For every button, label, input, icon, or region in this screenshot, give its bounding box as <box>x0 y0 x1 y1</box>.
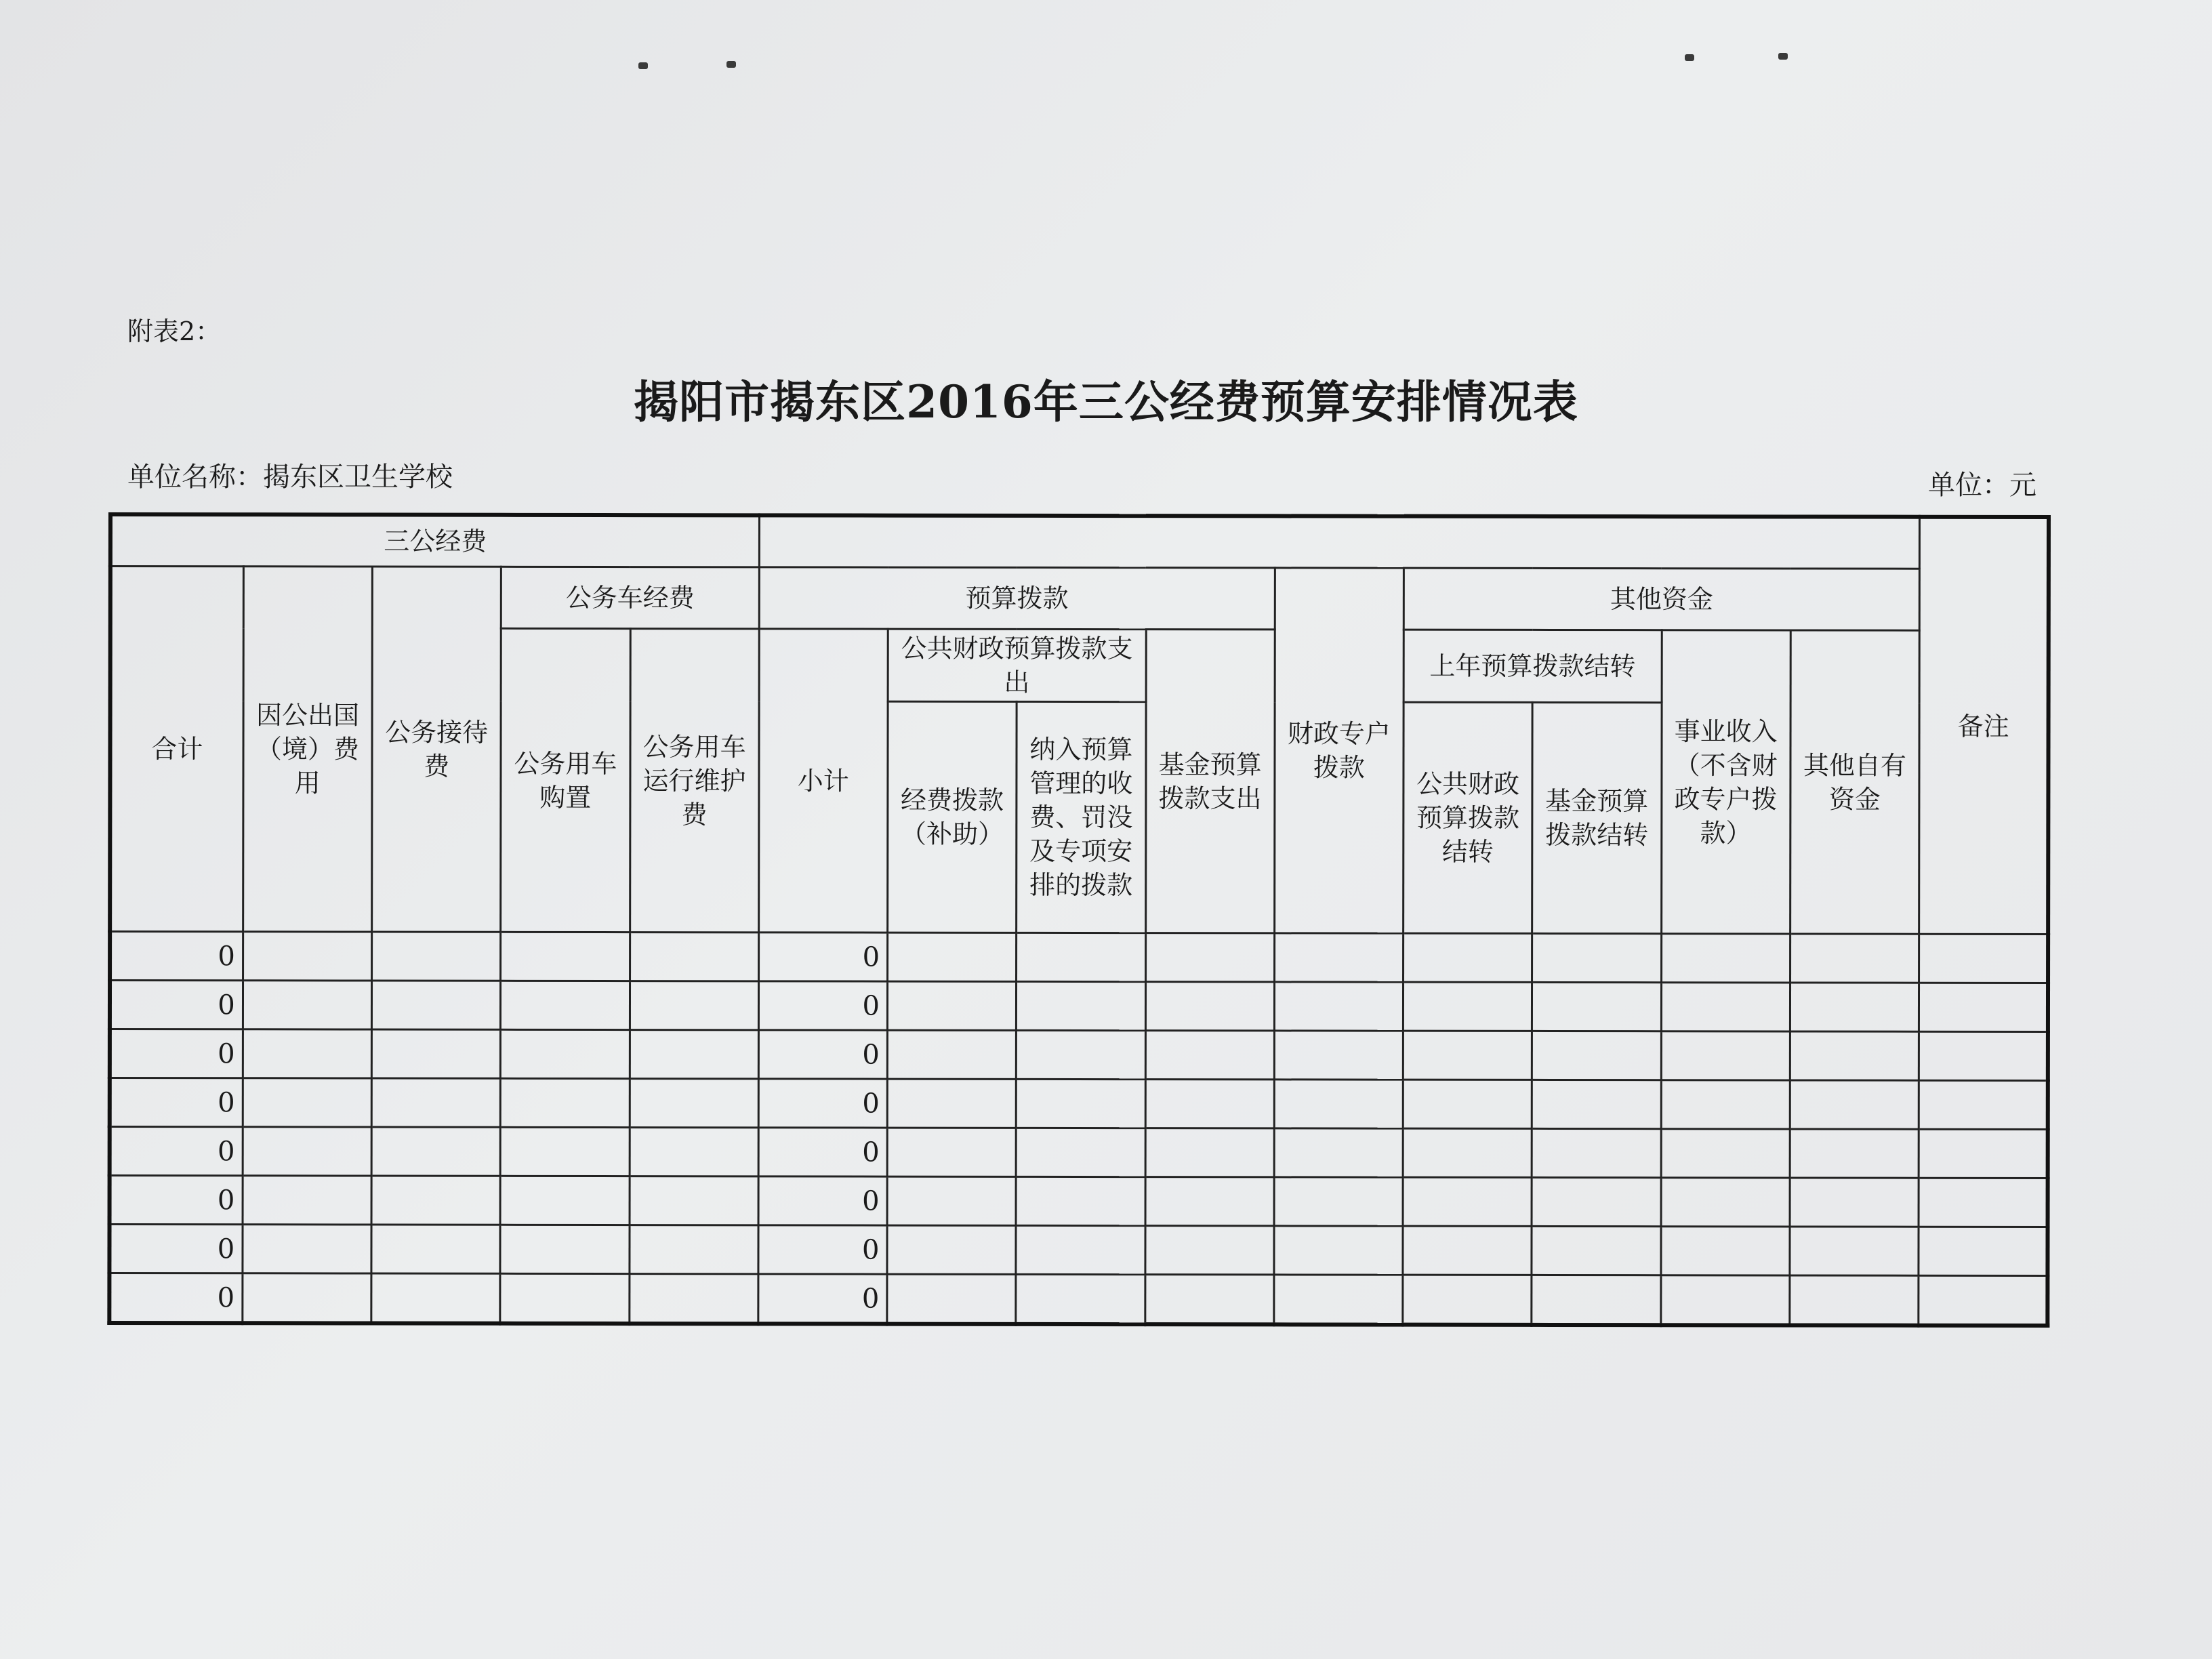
cell-empty <box>630 1176 758 1225</box>
header-abroad: 因公出国（境）费用 <box>243 567 372 932</box>
cell-empty <box>1274 1275 1403 1325</box>
header-fund-budget: 基金预算拨款支出 <box>1145 630 1275 933</box>
cell-empty <box>1145 1275 1273 1325</box>
header-subsidy: 经费拨款（补助） <box>888 701 1017 933</box>
cell-empty <box>372 932 501 981</box>
currency-unit: 单位：元 <box>1928 470 2036 501</box>
header-vehicle-group: 公务车经费 <box>501 567 760 629</box>
cell-subtotal: 0 <box>758 1176 887 1225</box>
cell-empty <box>1017 981 1145 1030</box>
header-included-fees: 纳入预算管理的收费、罚没及专项安排的拨款 <box>1017 701 1146 933</box>
cell-empty <box>371 1029 500 1078</box>
cell-subtotal: 0 <box>758 933 887 981</box>
cell-empty <box>243 1127 371 1176</box>
cell-empty <box>1016 1176 1145 1225</box>
cell-empty <box>1532 1275 1660 1325</box>
cell-empty <box>1919 983 2048 1031</box>
cell-empty <box>1919 1080 2047 1129</box>
table-row <box>110 1127 2048 1179</box>
cell-empty <box>1403 1080 1532 1128</box>
cell-empty <box>1016 1128 1145 1176</box>
cell-empty <box>1790 983 1919 1031</box>
punch-hole-mark <box>1685 54 1694 61</box>
table-row <box>109 1273 2047 1326</box>
cell-empty <box>1532 1226 1660 1275</box>
cell-empty <box>243 1029 371 1078</box>
cell-empty <box>243 981 371 1029</box>
cell-empty <box>1919 1031 2047 1080</box>
cell-empty <box>1403 1275 1532 1325</box>
cell-empty <box>1532 1031 1661 1080</box>
cell-empty <box>1403 1177 1532 1226</box>
cell-empty <box>1274 1080 1403 1128</box>
cell-empty <box>887 1225 1016 1274</box>
cell-empty <box>1404 933 1532 982</box>
cell-empty <box>243 1078 371 1127</box>
cell-empty <box>1661 1031 1790 1080</box>
cell-empty <box>1919 1275 2047 1326</box>
cell-empty <box>501 932 630 981</box>
cell-empty <box>630 1079 758 1128</box>
cell-empty <box>500 1225 629 1273</box>
header-last-year: 上年预算拨款结转 <box>1404 630 1662 703</box>
cell-empty <box>1532 1177 1660 1226</box>
cell-empty <box>1661 934 1790 983</box>
cell-empty <box>1532 982 1661 1031</box>
cell-empty <box>1145 1031 1274 1080</box>
cell-empty <box>1790 1031 1919 1080</box>
cell-empty <box>887 1079 1016 1128</box>
cell-subtotal: 0 <box>758 1030 887 1079</box>
cell-empty <box>1274 1128 1403 1177</box>
cell-empty <box>1145 982 1274 1031</box>
cell-empty <box>1790 1129 1919 1178</box>
header-vehicle-operation: 公务用车运行维护费 <box>630 629 759 933</box>
cell-empty <box>629 1225 758 1274</box>
cell-empty <box>501 1029 630 1078</box>
header-other-funds: 其他资金 <box>1404 568 1919 630</box>
header-blank <box>759 515 1919 569</box>
cell-empty <box>1145 933 1274 982</box>
cell-empty <box>1790 934 1919 983</box>
cell-empty <box>888 933 1017 981</box>
cell-empty <box>1016 1225 1145 1274</box>
cell-empty <box>371 1127 500 1176</box>
cell-empty <box>887 1176 1016 1225</box>
table-row <box>110 932 2048 983</box>
punch-hole-mark <box>726 61 736 68</box>
cell-empty <box>500 1127 629 1176</box>
cell-empty <box>1016 1274 1145 1324</box>
header-special-fiscal: 财政专户拨款 <box>1274 568 1404 933</box>
cell-total: 0 <box>110 1078 243 1127</box>
cell-empty <box>629 1274 758 1324</box>
cell-empty <box>1403 982 1532 1031</box>
cell-empty <box>1919 1178 2047 1227</box>
cell-total: 0 <box>109 1273 242 1324</box>
cell-empty <box>630 933 758 981</box>
cell-subtotal: 0 <box>758 1225 887 1274</box>
cell-subtotal: 0 <box>758 1079 887 1128</box>
annex-label: 附表2： <box>127 316 222 346</box>
budget-table <box>107 512 2051 1328</box>
cell-empty <box>500 1273 629 1324</box>
cell-empty <box>371 1078 500 1127</box>
cell-empty <box>1790 1080 1919 1129</box>
cell-total: 0 <box>109 1225 242 1273</box>
table-row <box>110 1029 2048 1081</box>
header-subtotal: 小计 <box>758 629 888 933</box>
cell-total: 0 <box>110 932 243 981</box>
header-remarks: 备注 <box>1919 517 2049 935</box>
cell-empty <box>1145 1080 1274 1128</box>
cell-empty <box>501 981 630 1029</box>
cell-empty <box>1274 982 1403 1031</box>
cell-empty <box>371 1176 500 1225</box>
cell-empty <box>887 1128 1016 1176</box>
cell-empty <box>500 1078 629 1127</box>
cell-subtotal: 0 <box>758 981 887 1030</box>
cell-empty <box>1403 1226 1532 1275</box>
unit-name: 单位名称：揭东区卫生学校 <box>127 462 453 493</box>
cell-empty <box>1660 1227 1789 1275</box>
header-total: 合计 <box>110 567 243 932</box>
header-sangong: 三公经费 <box>110 514 759 567</box>
cell-empty <box>1532 1080 1660 1128</box>
cell-empty <box>500 1176 629 1225</box>
cell-empty <box>887 981 1016 1030</box>
header-other-own: 其他自有资金 <box>1790 630 1919 934</box>
cell-empty <box>887 1030 1016 1079</box>
cell-empty <box>371 981 500 1029</box>
cell-empty <box>1532 1128 1660 1177</box>
cell-empty <box>887 1274 1016 1324</box>
header-budget-group: 预算拨款 <box>759 567 1275 630</box>
cell-empty <box>1145 1226 1273 1275</box>
cell-empty <box>1660 1275 1789 1326</box>
cell-empty <box>1274 1177 1403 1226</box>
table-row <box>110 1176 2048 1227</box>
page-title: 揭阳市揭东区2016年三公经费预算安排情况表 <box>634 375 1578 428</box>
cell-empty <box>371 1225 500 1273</box>
cell-empty <box>1919 1227 2047 1275</box>
punch-hole-mark <box>638 62 648 69</box>
cell-empty <box>1016 1079 1145 1128</box>
cell-empty <box>1919 934 2048 983</box>
header-vehicle-purchase: 公务用车购置 <box>501 628 630 932</box>
table-row <box>110 1078 2048 1130</box>
cell-empty <box>1017 933 1145 981</box>
cell-total: 0 <box>110 1176 243 1225</box>
cell-empty <box>1274 1226 1403 1275</box>
header-public-carryover: 公共财政预算拨款结转 <box>1404 702 1533 933</box>
cell-empty <box>1919 1129 2047 1178</box>
cell-empty <box>1274 933 1403 982</box>
cell-empty <box>1790 1178 1919 1227</box>
cell-subtotal: 0 <box>758 1128 887 1176</box>
cell-empty <box>1661 1080 1790 1129</box>
cell-empty <box>1661 1129 1790 1178</box>
cell-empty <box>1790 1227 1919 1275</box>
cell-empty <box>371 1273 500 1324</box>
header-fund-carryover: 基金预算拨款结转 <box>1532 702 1662 933</box>
cell-empty <box>1403 1128 1532 1177</box>
cell-empty <box>630 981 758 1030</box>
cell-subtotal: 0 <box>758 1274 887 1324</box>
header-reception: 公务接待费 <box>372 567 501 932</box>
table-row <box>110 981 2048 1032</box>
punch-hole-mark <box>1778 53 1788 60</box>
cell-total: 0 <box>110 1127 243 1176</box>
cell-empty <box>630 1128 758 1176</box>
cell-empty <box>243 1176 371 1225</box>
cell-empty <box>243 932 371 981</box>
header-business-income: 事业收入（不含财政专户拨款） <box>1661 630 1790 934</box>
cell-empty <box>1661 983 1790 1031</box>
table-row <box>109 1225 2047 1276</box>
header-public-finance: 公共财政预算拨款支出 <box>888 629 1146 702</box>
cell-empty <box>1145 1177 1274 1226</box>
cell-empty <box>1532 933 1661 982</box>
cell-empty <box>1403 1031 1532 1080</box>
cell-total: 0 <box>110 1029 243 1078</box>
cell-total: 0 <box>110 981 243 1029</box>
cell-empty <box>1274 1031 1403 1080</box>
cell-empty <box>1661 1178 1790 1227</box>
cell-empty <box>243 1225 371 1273</box>
cell-empty <box>1145 1128 1274 1177</box>
cell-empty <box>243 1273 371 1324</box>
cell-empty <box>1017 1030 1145 1079</box>
cell-empty <box>1790 1275 1919 1326</box>
cell-empty <box>630 1030 758 1079</box>
